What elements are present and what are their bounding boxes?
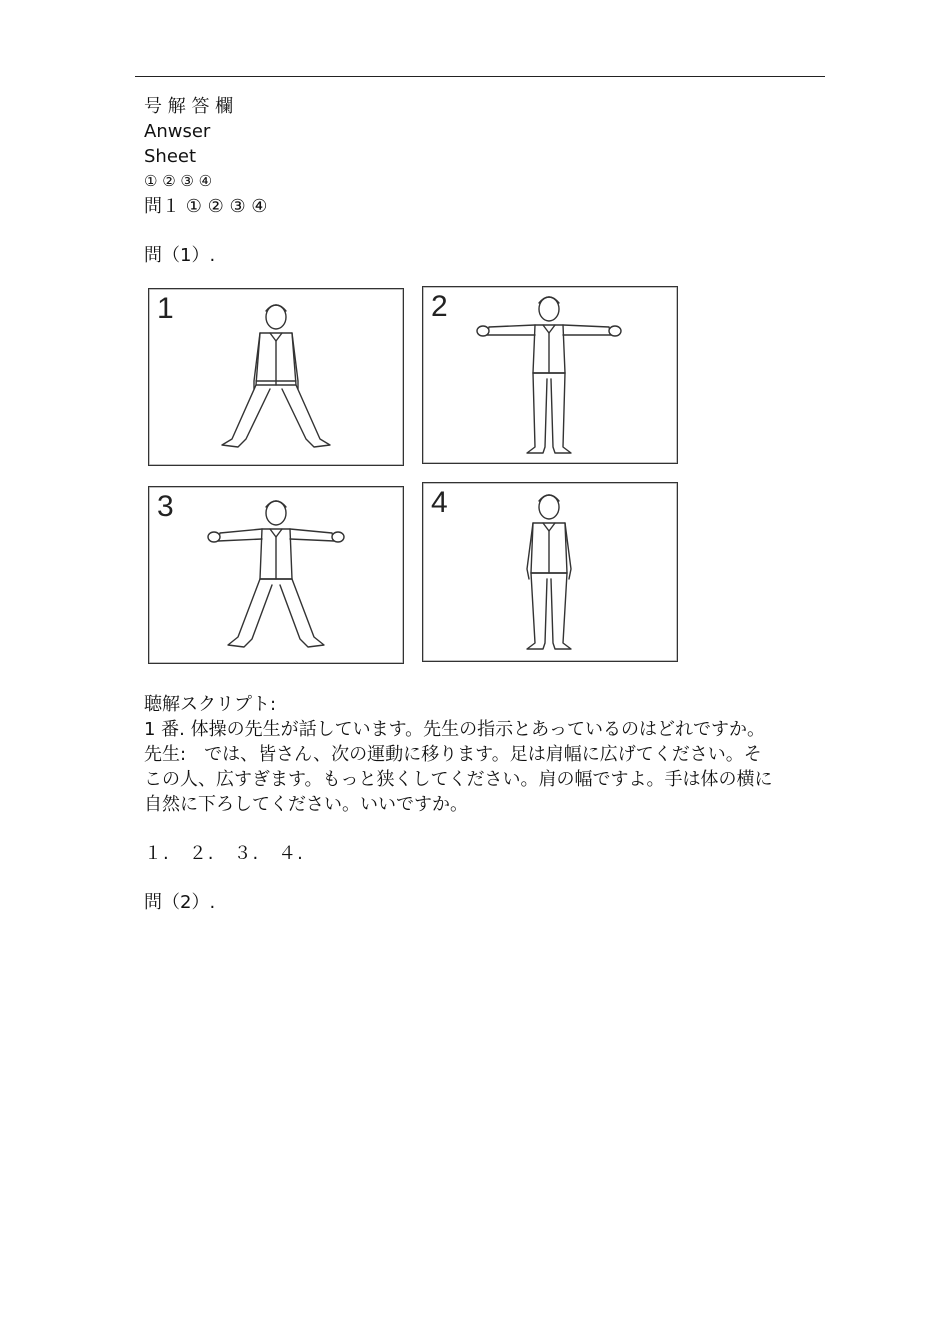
question1-choices: １. ２. ３. ４. bbox=[144, 843, 304, 864]
panel-4 bbox=[422, 482, 678, 662]
panel-3 bbox=[148, 486, 404, 664]
question1-answer-row: 問１ ① ② ③ ④ bbox=[144, 196, 268, 217]
figure-legs-wide-arms-down bbox=[149, 289, 403, 465]
answer-sheet-title-en-2: Sheet bbox=[144, 146, 197, 167]
figure-arms-out-legs-together bbox=[423, 287, 677, 463]
panel-2-number: 2 bbox=[431, 290, 448, 323]
script-line-4: 自然に下ろしてください。いいですか。 bbox=[144, 794, 468, 815]
figure-arms-out-legs-wide bbox=[149, 487, 403, 663]
panel-1-number: 1 bbox=[157, 292, 174, 325]
answer-sheet-title-en-1: Anwser bbox=[144, 121, 211, 142]
panel-4-number: 4 bbox=[431, 486, 448, 519]
answer-sheet-title-cjk: 号 解 答 欄 bbox=[144, 96, 234, 117]
question2-label: 問（2）. bbox=[144, 892, 216, 913]
answer-circles: ① ② ③ ④ bbox=[144, 172, 213, 190]
question1-label: 問（1）. bbox=[144, 245, 216, 266]
script-line-1: 1 番. 体操の先生が話しています。先生の指示とあっているのはどれですか。 bbox=[144, 719, 765, 740]
top-rule bbox=[135, 76, 825, 77]
figure-standing-arms-down bbox=[423, 483, 677, 661]
panel-1 bbox=[148, 288, 404, 466]
panel-3-number: 3 bbox=[157, 490, 174, 523]
document-body bbox=[144, 94, 824, 915]
script-line-2: 先生: では、皆さん、次の運動に移ります。足は肩幅に広げてください。そ bbox=[144, 744, 762, 765]
script-line-3: この人、広すぎます。もっと狭くしてください。肩の幅ですよ。手は体の横に bbox=[144, 769, 773, 790]
question1-figure bbox=[144, 282, 684, 666]
panel-2 bbox=[422, 286, 678, 464]
script-heading: 聴解スクリプト: bbox=[144, 694, 277, 715]
